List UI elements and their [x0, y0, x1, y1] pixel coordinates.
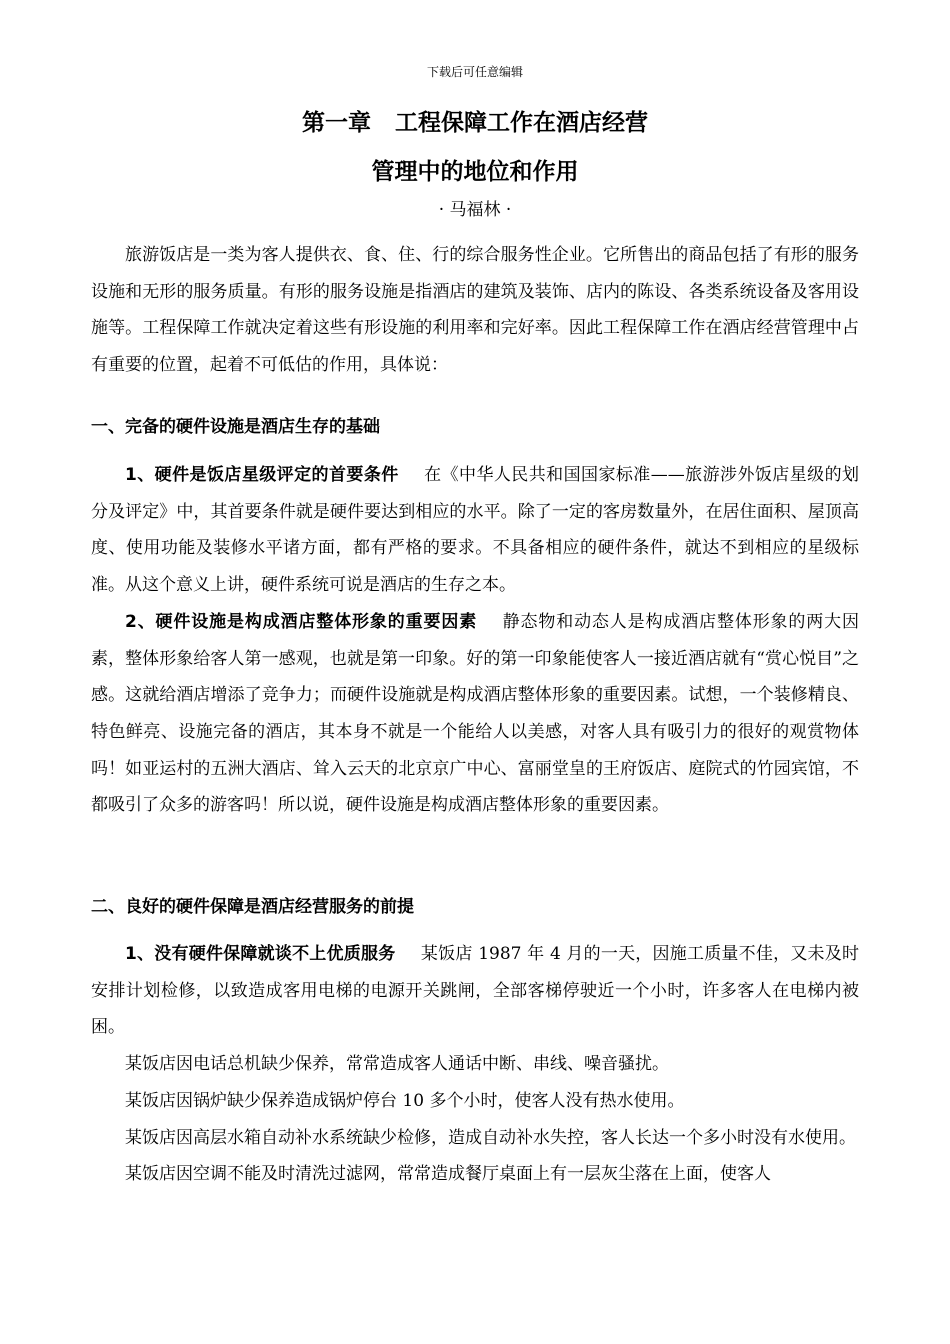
section2-para3: 某饭店因锅炉缺少保养造成锅炉停台 10 多个小时，使客人没有热水使用。	[125, 1090, 685, 1111]
section1-heading: 一、完备的硬件设施是酒店生存的基础	[91, 417, 380, 437]
section1-item1	[91, 457, 859, 604]
intro-paragraph: 旅游饭店是一类为客人提供衣、食、住、行的综合服务性企业。它所售出的商品包括了有形的服务设施和无形的服务质量。有形的服务设施是指酒店的建筑及装饰、店内的陈设、各类系统设备及客用设施等。工程保障工作就决定着这些有形设施的利用率和完好率。因此工程保障工作在酒店经营管理中占有重要的位置，起着不可低估的作用，具体说：	[91, 245, 859, 376]
section2-para4: 某饭店因高层水箱自动补水系统缺少检修，造成自动补水失控，客人长达一个多小时没有水使用。	[125, 1127, 856, 1148]
section2-item1-lead: 1、没有硬件保障就谈不上优质服务	[125, 944, 396, 964]
section1-item2	[91, 604, 859, 824]
section2-para5: 某饭店因空调不能及时清洗过滤网，常常造成餐厅桌面上有一层灰尘落在上面，使客人	[125, 1164, 771, 1185]
section1-body	[91, 457, 859, 824]
chapter-title-line1: 第一章 工程保障工作在酒店经营	[301, 110, 649, 136]
section2-body	[91, 936, 859, 1193]
intro-block	[91, 237, 859, 384]
section2-item1	[91, 936, 859, 1046]
section1-item2-lead: 2、硬件设施是构成酒店整体形象的重要因素	[125, 611, 478, 632]
chapter-title-line2: 管理中的地位和作用	[371, 159, 579, 185]
section1-item1-text: 在《中华人民共和国国家标准——旅游涉外饭店星级的划分及评定》中，其首要条件就是硬件要达到相应的水平。除了一定的客房数量外，在居住面积、屋顶高度、使用功能及装修水平诸方面，都有严格的要求。不具备相应的硬件条件，就达不到相应的星级标准。从这个意义上讲，硬件系统可说是酒店的生存之本。	[91, 465, 860, 596]
author-byline: · 马福林 ·	[438, 200, 512, 220]
section2-heading: 二、良好的硬件保障是酒店经营服务的前提	[91, 897, 414, 917]
section2-para2: 某饭店因电话总机缺少保养，常常造成客人通话中断、串线、噪音骚扰。	[125, 1054, 669, 1075]
section2-item1-text: 某饭店 1987 年 4 月的一天，因施工质量不佳，又未及时安排计划检修，以致造成客用电梯的电源开关跳闸，全部客梯停驶近一个小时，许多客人在电梯内被困。	[91, 944, 859, 1038]
section1-item2-text: 静态物和动态人是构成酒店整体形象的两大因素，整体形象给客人第一感观，也就是第一印象。好的第一印象能使客人一接近酒店就有“赏心悦目”之感。这就给酒店增添了竞争力；而硬件设施就是构成酒店整体形象的重要因素。试想，一个装修精良、特色鲜亮、设施完备的酒店，其本身不就是一个能给人以美感，对客人具有吸引力的很好的观赏物体吗！如亚运村的五洲大酒店、耸入云天的北京京广中心、富丽堂皇的王府饭店、庭院式的竹园宾馆，不都吸引了众多的游客吗！所以说，硬件设施是构成酒店整体形象的重要因素。	[91, 611, 860, 816]
header-note: 下载后可任意编辑	[426, 65, 523, 79]
section1-item1-lead: 1、硬件是饭店星级评定的首要条件	[125, 465, 399, 485]
